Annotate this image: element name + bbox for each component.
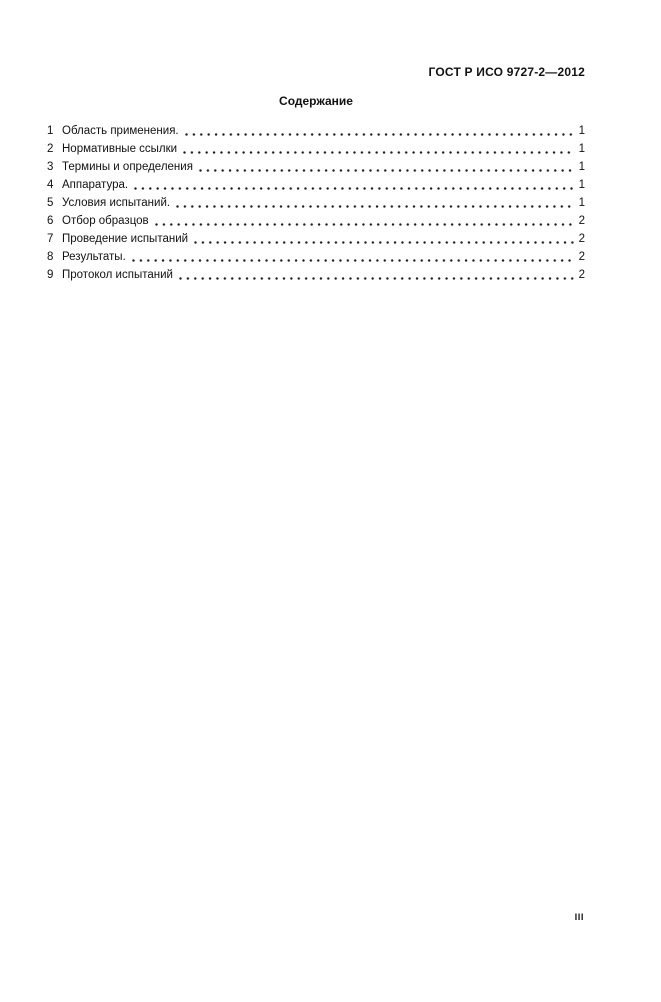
toc-entry-page: 2 <box>578 269 585 281</box>
toc-entry <box>47 266 585 284</box>
toc-entry-page: 1 <box>578 197 585 209</box>
toc-entry-number: 5 <box>47 197 54 209</box>
toc-entry-number: 8 <box>47 251 54 263</box>
document-page <box>0 66 661 1002</box>
toc-entry <box>47 248 585 266</box>
dot-leader <box>130 248 575 266</box>
toc-entry-page: 1 <box>578 179 585 191</box>
toc-entry-page: 2 <box>578 251 585 263</box>
dot-leader <box>183 122 575 140</box>
toc-entry-page: 1 <box>578 161 585 173</box>
toc-entry-number: 7 <box>47 233 54 245</box>
toc-entry-page: 2 <box>578 233 585 245</box>
dot-leader <box>132 176 575 194</box>
toc-entry-title: Проведение испытаний <box>62 233 189 245</box>
toc-entry-title: Результаты. <box>62 251 126 263</box>
dot-leader <box>177 266 575 284</box>
toc-entry-page: 1 <box>578 143 585 155</box>
dot-leader <box>153 212 575 230</box>
toc-entry <box>47 140 585 158</box>
toc-heading: Содержание <box>279 94 353 108</box>
toc-entry-number: 3 <box>47 161 54 173</box>
toc-entry-title: Область применения. <box>62 125 179 137</box>
toc-entry-page: 1 <box>578 125 585 137</box>
toc-entry-title: Нормативные ссылки <box>62 143 178 155</box>
toc-entry <box>47 194 585 212</box>
dot-leader <box>174 194 575 212</box>
document-designation: ГОСТ Р ИСО 9727-2—2012 <box>428 65 585 79</box>
toc-entry <box>47 212 585 230</box>
toc-entry-number: 6 <box>47 215 54 227</box>
toc-entry-page: 2 <box>578 215 585 227</box>
toc-entry <box>47 230 585 248</box>
toc-entry <box>47 158 585 176</box>
toc-entry-title: Термины и определения <box>62 161 193 173</box>
dot-leader <box>197 158 575 176</box>
toc-entry-title: Отбор образцов <box>62 215 149 227</box>
toc-entry-number: 4 <box>47 179 54 191</box>
toc-entry <box>47 122 585 140</box>
toc-entry-number: 2 <box>47 143 54 155</box>
toc-entry-title: Аппаратура. <box>62 179 129 191</box>
dot-leader <box>181 140 575 158</box>
table-of-contents <box>47 122 585 284</box>
toc-entry-title: Условия испытаний. <box>62 197 171 209</box>
toc-entry-number: 9 <box>47 269 54 281</box>
page-number: III <box>574 912 584 923</box>
toc-entry-number: 1 <box>47 125 54 137</box>
toc-entry-title: Протокол испытаний <box>62 269 173 281</box>
dot-leader <box>192 230 575 248</box>
toc-entry <box>47 176 585 194</box>
